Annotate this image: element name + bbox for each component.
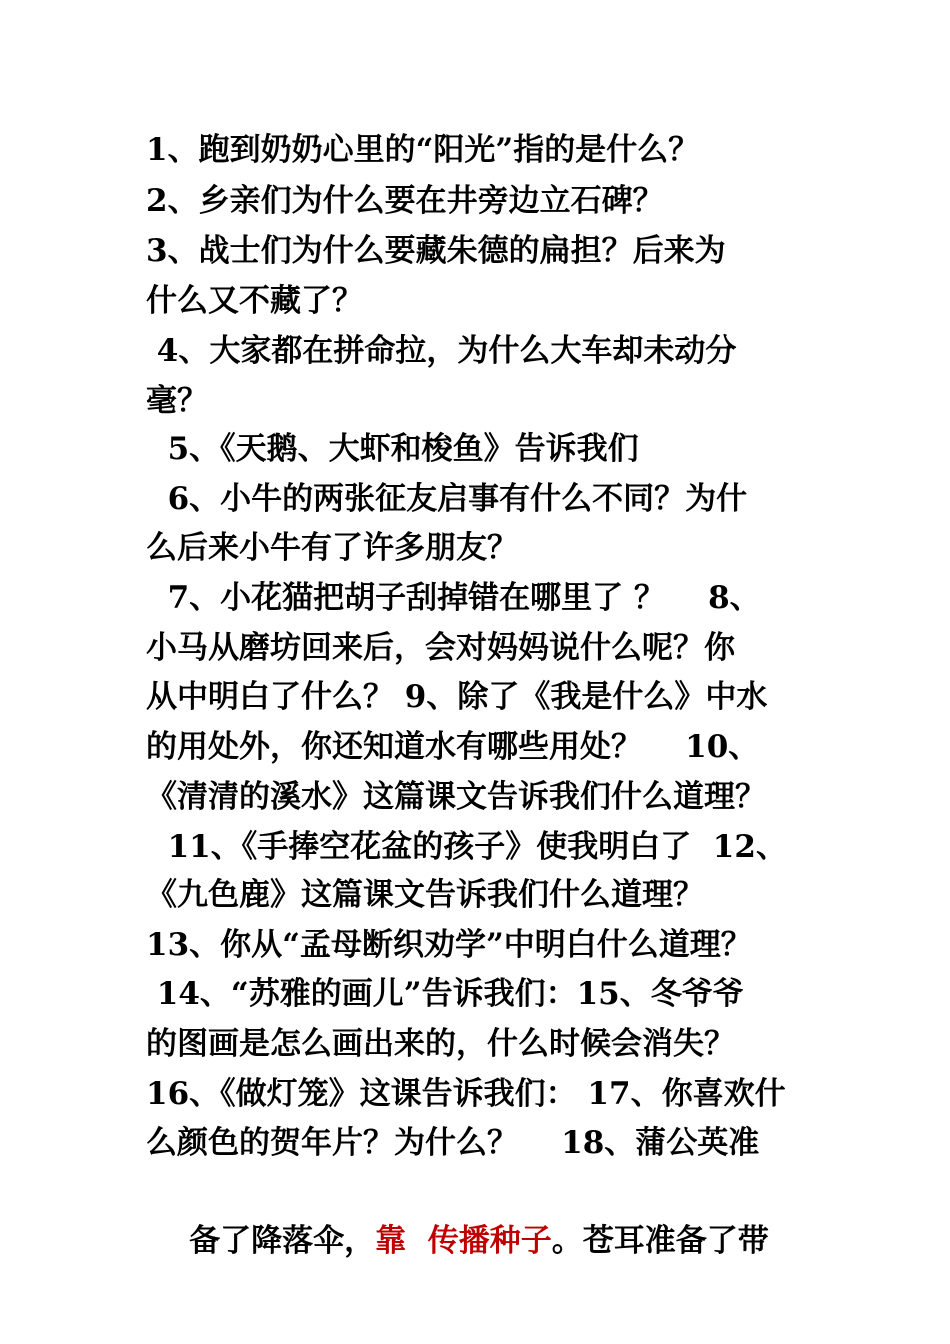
question-line-20: 16、《做灯笼》这课告诉我们： 17、你喜欢什	[146, 1076, 786, 1112]
last-line-text-2: 。苍耳准备了带	[551, 1223, 769, 1259]
question-line-5: 4、大家都在拼命拉，为什么大车却未动分	[146, 333, 737, 369]
question-line-2: 2、乡亲们为什么要在井旁边立石碑？	[146, 183, 664, 219]
question-line-3: 3、战士们为什么要藏朱德的扁担？后来为	[146, 233, 726, 269]
fill-blank-answer-1: 靠	[375, 1223, 407, 1259]
question-line-15: 11、《手捧空花盆的孩子》使我明白了 12、	[146, 829, 787, 865]
question-line-22	[146, 1166, 846, 1259]
question-line-1: 1、跑到奶奶心里的“阳光”指的是什么？	[146, 132, 700, 168]
question-line-6: 毫？	[146, 383, 208, 419]
question-line-19: 的图画是怎么画出来的，什么时候会消失？	[146, 1026, 735, 1062]
question-line-8: 6、小牛的两张征友启事有什么不同？为什	[146, 481, 748, 517]
question-line-17: 13、你从“孟母断织劝学”中明白什么道理？	[146, 927, 752, 963]
blank-gap	[406, 1223, 428, 1259]
question-line-16: 《九色鹿》这篇课文告诉我们什么道理？	[146, 877, 704, 913]
question-line-12: 从中明白了什么？ 9、除了《我是什么》中水	[146, 679, 768, 715]
question-line-18: 14、“苏雅的画儿”告诉我们：15、冬爷爷	[146, 976, 744, 1012]
fill-blank-answer-2: 传播种子	[427, 1223, 552, 1259]
question-line-10: 7、小花猫把胡子刮掉错在哪里了 ？ 8、	[146, 580, 761, 616]
question-line-21: 么颜色的贺年片？为什么？ 18、蒲公英准	[146, 1125, 760, 1161]
question-line-7: 5、《天鹅、大虾和梭鱼》告诉我们	[146, 431, 639, 467]
question-line-13: 的用处外，你还知道水有哪些用处？ 10、	[146, 729, 760, 765]
question-line-11: 小马从磨坊回来后，会对妈妈说什么呢？你	[146, 630, 735, 666]
question-line-9: 么后来小牛有了许多朋友？	[146, 530, 518, 566]
question-line-14: 《清清的溪水》这篇课文告诉我们什么道理？	[146, 779, 766, 815]
question-line-4: 什么又不藏了？	[146, 283, 363, 319]
last-line-text-1: 备了降落伞，	[189, 1223, 376, 1259]
